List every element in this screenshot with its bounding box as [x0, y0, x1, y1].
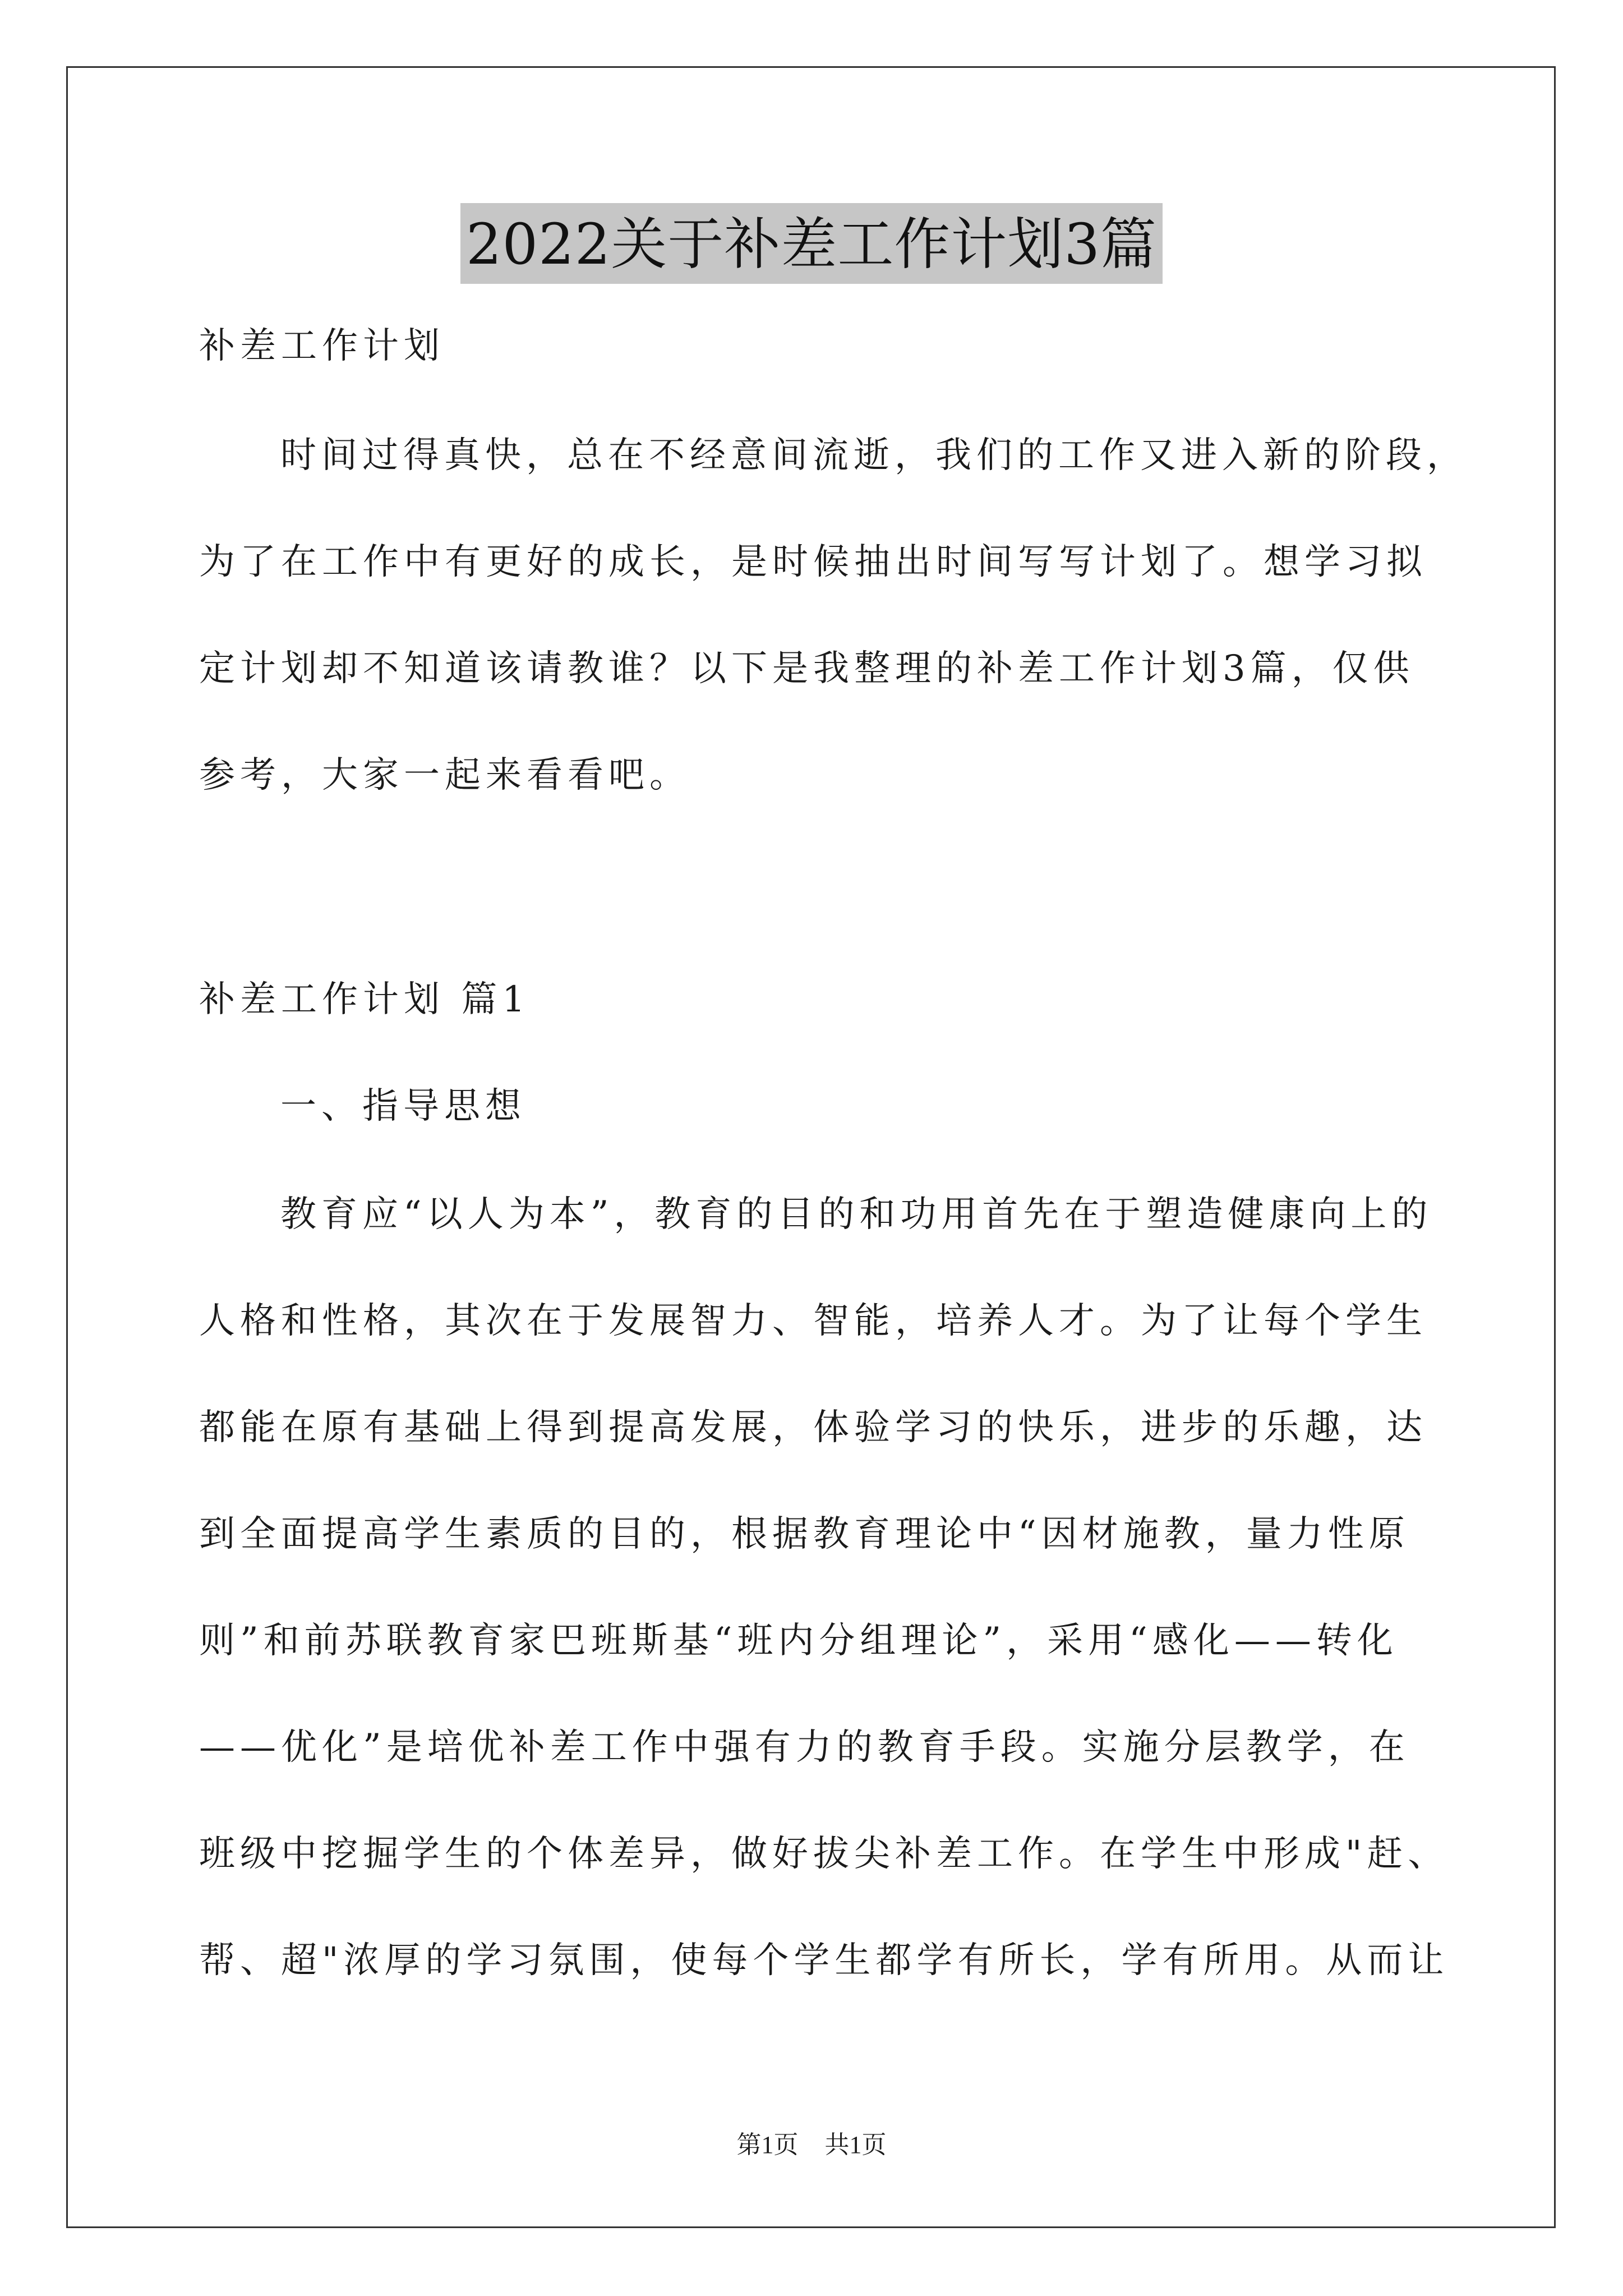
page-border — [66, 66, 1556, 2228]
body-line: 教育应“以人为本”，教育的目的和功用首先在于塑造健康向上的 — [280, 1194, 1433, 1235]
body-line: 人格和性格，其次在于发展智力、智能，培养人才。为了让每个学生 — [199, 1300, 1427, 1342]
intro-line: 定计划却不知道该请教谁？以下是我整理的补差工作计划3篇，仅供 — [199, 648, 1414, 689]
part-heading: 补差工作计划 篇1 — [199, 979, 531, 1020]
title-container — [0, 203, 1623, 284]
intro-line: 参考，大家一起来看看吧。 — [199, 754, 690, 796]
body-line: 到全面提高学生素质的目的，根据教育理论中“因材施教，量力性原 — [199, 1513, 1410, 1555]
document-title: 2022关于补差工作计划3篇 — [460, 203, 1163, 284]
body-line: 都能在原有基础上得到提高发展，体验学习的快乐，进步的乐趣，达 — [199, 1407, 1427, 1448]
intro-line: 为了在工作中有更好的成长，是时候抽出时间写写计划了。想学习拟 — [199, 541, 1427, 583]
body-line: 班级中挖掘学生的个体差异，做好拔尖补差工作。在学生中形成"赶、 — [199, 1833, 1449, 1875]
body-line: ——优化”是培优补差工作中强有力的教育手段。实施分层教学，在 — [199, 1727, 1410, 1768]
subsection-title: 一、指导思想 — [280, 1085, 526, 1127]
body-line: 则”和前苏联教育家巴班斯基“班内分组理论”，采用“感化——转化 — [199, 1620, 1398, 1662]
page-footer — [0, 2124, 1623, 2160]
body-line: 帮、超"浓厚的学习氛围，使每个学生都学有所长，学有所用。从而让 — [199, 1940, 1449, 1981]
page-total: 共1页 — [824, 2131, 887, 2159]
section-heading: 补差工作计划 — [199, 325, 445, 367]
intro-line: 时间过得真快，总在不经意间流逝，我们的工作又进入新的阶段， — [280, 435, 1468, 476]
page-number: 第1页 — [736, 2131, 799, 2159]
